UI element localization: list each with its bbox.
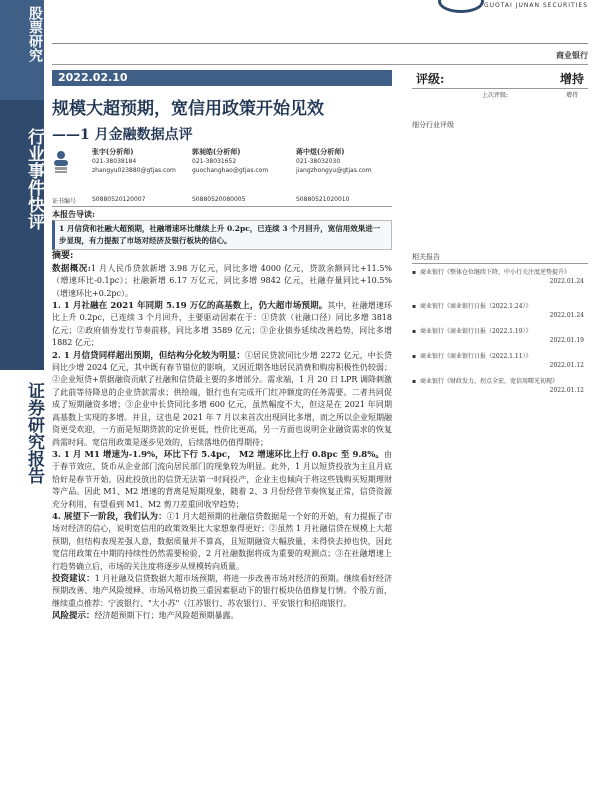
related-report-date: 2022.01.19 (549, 337, 584, 344)
paragraph-heading: 2. 1 月信贷同样超出预期，但结构分化较为明显： (52, 350, 245, 361)
abstract-label: 摘要: (52, 251, 74, 262)
paragraph-text: ①1 月大超预期的社融信贷数据是一个好的开始，有力提振了市场对经济的信心，说明宽信用的政策效果比大家想象得更好；②虽然 1 月社融信贷在规模上大超预期，但结构表现差强人意，数据质量并不算高，且短期融资大幅放量，未得快去掉也快，因此宽信用政策在中期的持续性仍然需要检验，2 月社融数据将成为重要的观测点；③在社融增速上行趋势确立后，市场的关注度将逐步从规模转向质量。 (52, 511, 392, 571)
analyst-2-phone: 021-38031652 (192, 158, 237, 165)
report-subtitle: ——1 月金融数据点评 (52, 127, 193, 143)
related-report-item[interactable] (412, 352, 588, 370)
related-reports-rule (412, 263, 588, 264)
sidebar-stock-research-label: 股票研究 (27, 6, 43, 62)
analyst-1-cert: S0880520120007 (92, 196, 146, 203)
analyst-person-icon (52, 150, 70, 174)
paragraph-heading: 风险提示： (52, 611, 95, 622)
rating-value: 增持 (559, 72, 584, 86)
prev-rating-label: 上次评级: (482, 92, 509, 99)
bullet-icon: ▪ (412, 269, 417, 276)
related-report-title[interactable]: 商业银行《商业银行日报（2022.1.19）》 (420, 328, 532, 335)
left-sidebar (0, 0, 44, 800)
bullet-icon: ▪ (412, 303, 417, 310)
related-report-title[interactable]: 商业银行《整体仓位继续下降，中小行关注度逆势提升》 (420, 269, 571, 276)
analyst-1-name: 张宇(分析师) (92, 148, 134, 156)
related-reports-title: 相关报告 (412, 253, 440, 261)
analyst-2-cert: S0880520080005 (192, 196, 246, 203)
analyst-1 (92, 148, 176, 175)
related-report-title[interactable]: 商业银行《商业银行日报（2022.1.11）》 (420, 353, 532, 360)
analyst-block (52, 148, 392, 200)
paragraph-text: 由于春节效应，货币从企业部门流向居民部门的现象较为明显。此外，1 月以短贷投放为主且月底恰好是春节开始，因此投放出的信贷无法第一时间投产，企业主也倾向于将这些钱购买短期理财等产品。因此 M1、M2 增速的背离是短期现象，随着 2、3 月份经营节奏恢复正常，信贷资源充分利用，有望看到 M1、M2 剪刀差重回收窄趋势； (52, 449, 392, 509)
paragraph-outlook (52, 511, 392, 573)
paragraph-social-financing (52, 300, 392, 350)
analyst-2-email[interactable]: guochanghao@gtjas.com (192, 167, 269, 174)
logo-curve-icon (438, 0, 484, 13)
related-report-item[interactable] (412, 268, 588, 286)
paragraph-risk (52, 610, 392, 622)
analyst-3-phone: 021-38032030 (296, 158, 341, 165)
guide-summary-box: 1 月信贷和社融大超预期，社融增速环比继续上升 0.2pc，已连续 3 个月回升，宽信用效果进一步显现，有力提振了市场对经济及银行板块的信心。 (52, 220, 392, 250)
company-logo (438, 0, 588, 14)
report-body (52, 208, 392, 623)
analyst-1-email[interactable]: zhangyu023880@gtjas.com (92, 167, 176, 174)
paragraph-text: ①居民贷款同比少增 2272 亿元，中长贷同比少增 2024 亿元，其中既有春节错位的影响，又因近期各地居民消费和购房积极性仍较弱；②企业短贷+票据融资贡献了社融和信贷最主要的多增部分。需求端，1 月 20 日 LPR 调降刺激了此前等待降息的企业贷款需求；供给端，银行也有完成开门红冲额度的任务需要。二者共同促成了短期融资多增；③企业中长贷同比多增 600 亿元，虽然幅度不大，但这是在 2021 年同期高基数上实现的多增。并且，这也是 2021 年 7 月以来首次出现同比多增，而之所以企业短期融资更受欢迎，一方面是短期贷款的定价更低，性价比更高，另一方面也说明企业融资需求的恢复尚需时间。宽信用政策是逐步见效的，后续落地仍值得期待； (52, 350, 392, 447)
paragraph-heading: 数据概况: (52, 263, 91, 274)
related-report-date: 2022.01.24 (549, 312, 584, 319)
paragraph-credit (52, 350, 392, 449)
analyst-1-phone: 021-38038184 (92, 158, 137, 165)
paragraph-heading: 1. 1 月社融在 2021 年同期 5.19 万亿的高基数上，仍大超市场预期。 (52, 301, 328, 312)
cert-label: 证书编号 (52, 198, 77, 205)
related-report-item[interactable] (412, 377, 588, 395)
paragraph-investment-advice (52, 573, 392, 610)
bullet-icon: ▪ (412, 328, 417, 335)
report-title: 规模大超预期，宽信用政策开始见效 (52, 99, 324, 119)
bullet-icon: ▪ (412, 378, 417, 385)
analyst-3-cert: S0880521020010 (296, 196, 350, 203)
related-report-date: 2022.01.24 (549, 278, 584, 285)
related-report-title[interactable]: 商业银行《财政发力，拐点全宏，宽信用曙光初现》 (420, 378, 559, 385)
bullet-icon: ▪ (412, 353, 417, 360)
prev-rating-value: 增持 (565, 92, 578, 99)
industry-rule (52, 64, 588, 65)
sidebar-report-type-label: 行业事件快评 (24, 128, 44, 230)
paragraph-data-overview (52, 263, 392, 300)
analyst-2 (192, 148, 268, 175)
paragraph-text: 其中，社融增速环比上升 0.2pc，已连续 3 个月回升，主要驱动因素在于：①贷款（社融口径）同比多增 3818 亿元；②政府债券发行节奏前移，同比多增 3589 亿元；③企业债券延续改善趋势，同比多增 1882 亿元； (52, 301, 393, 348)
rating-row (412, 68, 588, 89)
related-report-title[interactable]: 商业银行《商业银行日报（2022.1.24）》 (420, 303, 532, 310)
analyst-3-name: 蒋中煜(分析师) (296, 148, 345, 156)
sidebar-securities-report-label: 证券研究报告 (24, 382, 44, 484)
cert-rule (52, 206, 392, 207)
rating-label: 评级: (416, 72, 445, 86)
industry-tag: 商业银行 (556, 51, 588, 60)
related-report-item[interactable] (412, 302, 588, 320)
paragraph-heading: 4. 展望下一阶段，我们认为： (52, 511, 167, 522)
logo-text: GUOTAI JUNAN SECURITIES (483, 2, 588, 9)
analyst-2-name: 郭昶皓(分析师) (192, 148, 241, 156)
analyst-3-email[interactable]: jiangzhongyu@gtjas.com (296, 167, 372, 174)
related-report-item[interactable] (412, 327, 588, 345)
paragraph-text: 经济超预期下行；地产风险超预期暴露。 (94, 611, 239, 621)
paragraph-heading: 投资建议： (52, 573, 95, 584)
guide-label: 本报告导读: (52, 209, 95, 219)
paragraph-text: 1 月社融及信贷数据大超市场预期，将进一步改善市场对经济的预期。继续看好经济预期改善、地产风险缓释、市场风格切换三重因素驱动下的银行板块估值修复行情。个股方面，继续重点推荐：宁波银行、"大小苏"（江苏银行、苏农银行）、平安银行和招商银行。 (52, 573, 392, 608)
analyst-3 (296, 148, 372, 175)
header-rule (52, 43, 588, 44)
report-date-bar: 2022.02.10 (52, 70, 392, 86)
paragraph-money-supply (52, 449, 392, 511)
paragraph-text: 1 月人民币贷款新增 3.98 万亿元，同比多增 4000 亿元，贷款余额同比+11.5%（增速环比-0.1pc）；社融新增 6.17 万亿元，同比多增 9842 亿元，社融存量同比+10.5%（增速环比+0.2pc）。 (52, 263, 393, 298)
header-bar (44, 0, 600, 14)
sub-industry-rating-label: 细分行业评级 (412, 121, 454, 129)
related-report-date: 2022.01.12 (549, 387, 584, 394)
paragraph-heading: 3. 1 月 M1 增速为-1.9%，环比下行 5.4pc， M2 增速环比上行 0.8pc 至 9.8%。 (52, 449, 384, 460)
related-report-date: 2022.01.12 (549, 362, 584, 369)
